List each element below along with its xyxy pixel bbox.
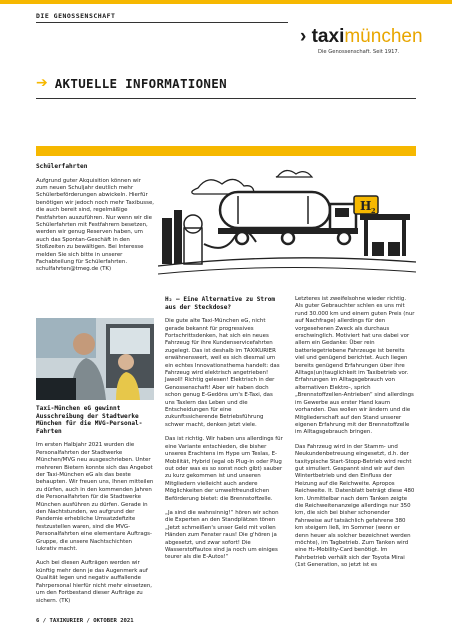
news-heading-text: AKTUELLE INFORMATIONEN [54, 75, 227, 91]
hydrogen-illustration [158, 158, 416, 280]
top-accent-bar [0, 0, 452, 4]
section-label: DIE GENOSSENSCHAFT [36, 12, 116, 20]
brand-wordmark [300, 26, 423, 48]
news-heading [36, 72, 227, 94]
brand-word-taxi: taxi [311, 26, 345, 47]
article-mvg-personalfahrten [36, 405, 154, 612]
paragraph: Aufgrund guter Akquisition können wir zum neuen Schuljahr deutlich mehr Schülerbeförderungen abwickeln. Hierfür benötigen wir jedoch noch mehr Taxibusse, die auch bereit sind, regelmäßige Festfahrten auszuführen. Nur wenn wir die Schülerfahrten mit Festfahrern besetzen, werden wir genug Reserven haben, um auch das Spontan-Geschäft in den Stoßzeiten zu bewältigen. Bei Interesse melden Sie sich bitte in unserer Fachabteilung für Schülerfahrten. [36, 177, 155, 266]
paragraph: Die gute alte Taxi-München eG, nicht gerade bekannt für progressives Fortschrittsdenken, hat sich ein neues Fahrzeug für ihre Kundenservicefahrten zugelegt. Das ist deshalb im TAXIKURIER erwähnenswert, weil es sich diesmal um ein echtes Innovationsthema handelt: das Fahrzeug wird elektrisch angetrieben! Jawoll! Richtig gelesen! Elektrisch in der Genossenschaft! Aber wir haben doch schon genug E-Gedöns um's E-Taxi, das uns Taxlern das Leben und die Entscheidungen für eine zukunftssicherende Betriebsführung schwer macht, denken jetzt viele. [165, 318, 280, 428]
paragraph: Letzteres ist zweifelsohne wieder richtig. Als guter Gebrauchter schlen es uns mit rund 30.000 km und einem guten Preis (nur auf Nachfrage) allerdings für den vorgesehenen Zweck als durchaus erschwinglich. Motiviert hat uns dabei vor allem ein Gedanke: Über rein batteriegetriebene Fahrzeuge ist bereits viel und genügend berichtet. Auch liegen bereits genügend Erfahrungen über ihre Alltags(un)tauglichkeit im Taxibetrieb vor. Erfahrungen im Alltagsgebrauch von alternativen Elektro-, sprich „Brennstoffzellen-Antrieben“ sind allerdings im Gewerbe aus erster Hand kaum vorhanden. Das wollen wir ändern und die Mitgliederschaft auf den Stand unserer eigenen Erfahrung mit der Brennstoffzelle im Alltagsgebrauch bringen. [295, 296, 415, 436]
headline-mvg-personalfahrten: Taxi-München eG gewinnt Ausschreibung der Stadtwerke München für die MVG-Personal-Fahrten [36, 405, 143, 435]
article-schuelerfahrten [36, 163, 154, 281]
paragraph: „Ja sind die wahnsinnig!“ hören wir schon die Experten an den Standplätzen tönen „Jetzt schmeißen's unser Geld mit vollen Händen zum Fenster raus! Die g'hören ja abgesetzt, und zwar sofort! Die Wasserstoffautos sind ja noch um einiges teurer als die E-Autos!“ [165, 509, 279, 561]
news-rule [36, 98, 416, 99]
header-rule [36, 22, 288, 23]
photo-taxi-driver-with-child [36, 318, 154, 400]
article-h2-continued [295, 296, 415, 577]
brand-word-muenchen: münchen [344, 26, 423, 47]
paragraph: schulfahrten@tmeg.de (TK) [36, 266, 112, 273]
headline-schuelerfahrten: Schülerfahrten [36, 163, 88, 170]
headline-h2-alternative: H₂ – Eine Alternative zu Strom aus der Steckdose? [165, 296, 276, 311]
h2-label: H [360, 199, 372, 213]
paragraph: Im ersten Halbjahr 2021 wurden die Personalfahrten der Stadtwerke München/MVG neu ausgeschrieben. Unter mehreren Bietern konnte sich das Angebot der Taxi-München eG als das beste behaupten. Wir freuen uns, Ihnen mitteilen zu dürfen, auch in den kommenden Jahren die Personalfahrten für die Stadtwerke München ausführen zu dürfen. Gerade in den Nachtstunden, wo aufgrund der Pandemie erhebliche Umsatzdefizite festzustellen waren, sind die MVG-Personalfahrten eine elementare Auftrags-Gruppe, die unsere Nachtschichten lukrativ macht. [36, 442, 154, 553]
arrow-right-icon: ➔ [36, 75, 48, 91]
paragraph: Auch bei diesen Aufträgen werden wir künftig mehr denn je das Augenmerk auf Qualität legen und negativ auffallende Fahrpersonal hierfür nicht mehr einsetzen, um den Fortbestand dieser Aufträge zu sichern. (TK) [36, 560, 153, 604]
paragraph: Das Fahrzeug wird in der Stamm- und Neukundenbetreuung eingesetzt, d.h. der taxitypische Start-Stopp-Betrieb wird recht gut simuliert. Gespannt sind wir auf den Wintertbetrieb und den Einfluss der Heizung auf die Reichweite. Apropos Reichweite. It. Datenblatt beträgt diese 480 km. Unmittelbar nach dem Tanken zeigte die Reichweitenanzeige allerdings nur 350 km, die sich bei bisher schonender Fahrweise auf tatsächlich gefahrene 380 km steigern ließ, im Sommer (wenn er denn heuer als solcher bezeichnet werden möchte), im Tagbetrieb. Zum Tanken wird eine H₂-Mobility-Card benötigt. Im Fahrbetrieb verhält sich der Toyota Mirai (1st Generation, so jetzt ist es [295, 443, 415, 569]
article-h2-alternative [165, 296, 283, 569]
chevron-right-icon: › [300, 26, 307, 47]
brand-tagline: Die Genossenschaft. Seit 1917. [318, 49, 400, 55]
h2-subscript: 2 [371, 207, 376, 215]
yellow-band [36, 146, 416, 156]
page-footer: 6 / TAXIKURIER / OKTOBER 2021 [36, 618, 134, 624]
brand-logo [300, 26, 430, 66]
paragraph: Das ist richtig. Wir haben uns allerdings für eine Variante entschieden, die bisher unseres Erachtens im Hype um Teslas, E-Mobilität, Hybrid (egal ob Plug-in oder Plug out oder was es so sonst noch gibt) sauber zu kurz gekommen ist und unseren Mitgliedern vielleicht auch andere Möglichkeiten der umweltfreundlichen Beförderung bietet: die Brennstoffzelle. [165, 436, 283, 502]
